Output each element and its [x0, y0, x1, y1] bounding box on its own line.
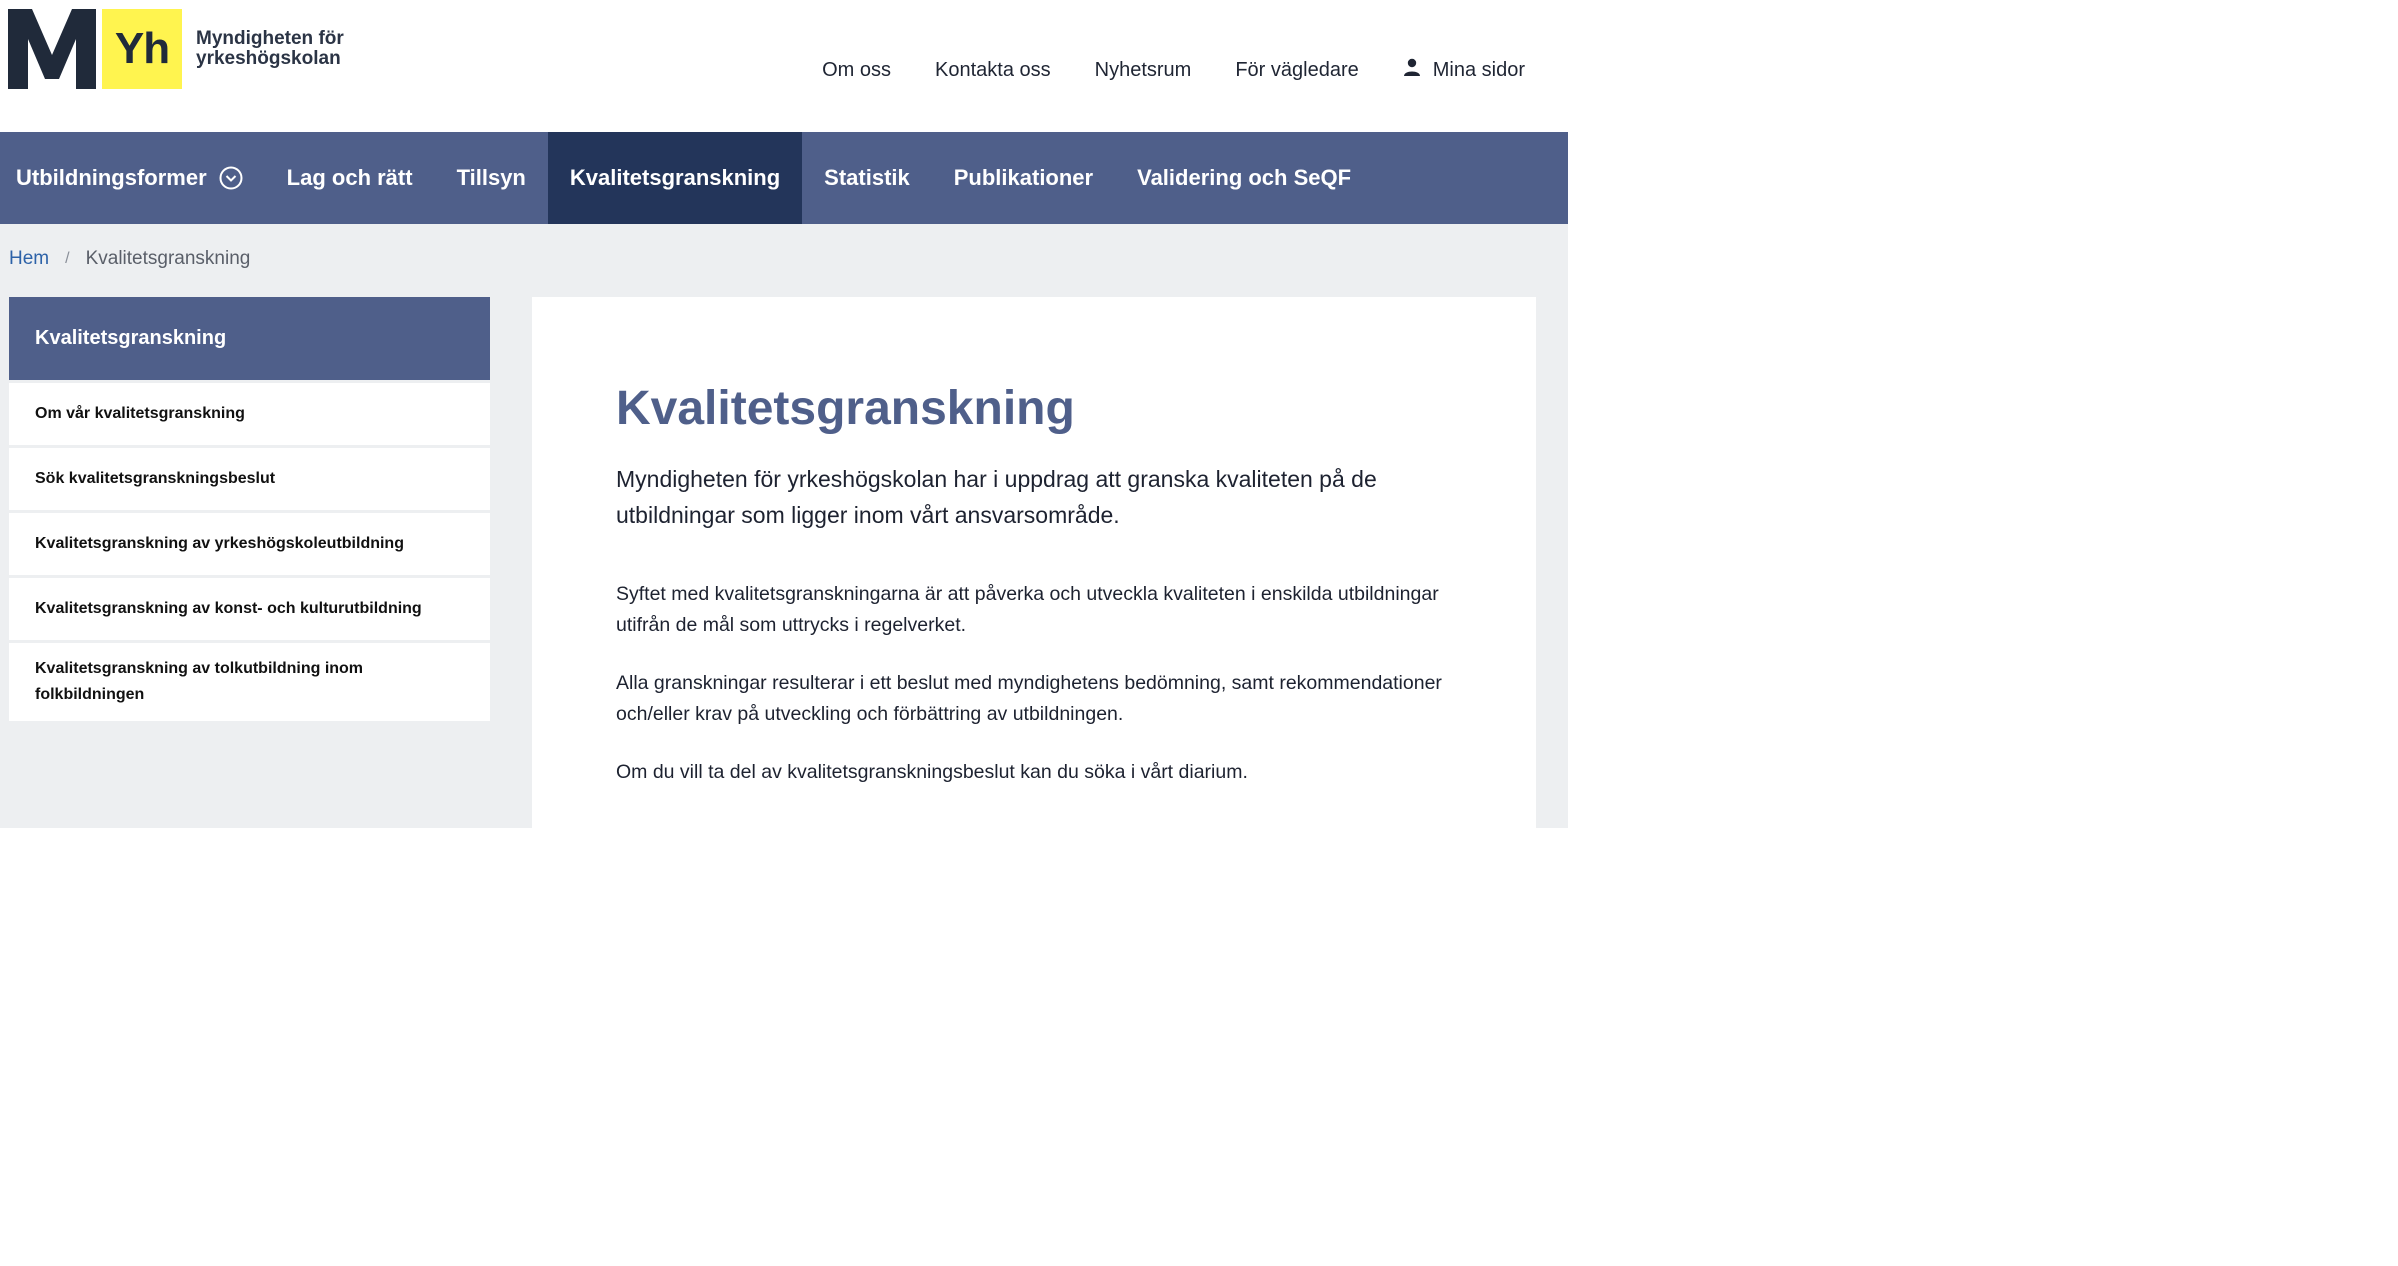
nav-publikationer[interactable]: Publikationer [953, 165, 1094, 190]
nav-lag-och-ratt[interactable]: Lag och rätt [286, 165, 413, 190]
sidebar-menu [9, 297, 490, 721]
utility-nav [822, 58, 1525, 82]
nav-utbildningsformer-label: Utbildningsformer [16, 165, 207, 190]
logo-m-shape [8, 9, 96, 89]
site-header [0, 0, 1568, 132]
logo-name-line1: Myndigheten för [196, 28, 344, 49]
util-nav-om-oss[interactable]: Om oss [822, 58, 891, 81]
sidebar-heading[interactable]: Kvalitetsgranskning [9, 297, 490, 380]
lead-paragraph: Myndigheten för yrkeshögskolan har i uppdrag att granska kvaliteten på de utbildningar som ligger inom vårt ansvarsområde. [616, 466, 1377, 528]
util-nav-kontakta-oss[interactable]: Kontakta oss [935, 58, 1051, 81]
util-nav-for-vagledare[interactable]: För vägledare [1235, 58, 1359, 81]
nav-kvalitetsgranskning[interactable]: Kvalitetsgranskning [548, 132, 802, 224]
nav-tillsyn[interactable]: Tillsyn [456, 165, 526, 190]
nav-utbildningsformer[interactable] [0, 132, 265, 224]
breadcrumb-separator: / [65, 250, 70, 267]
mina-sidor-label: Mina sidor [1432, 58, 1525, 81]
mina-sidor-link[interactable] [1403, 58, 1525, 82]
body-paragraph-3: Om du vill ta del av kvalitetsgranskningsbeslut kan du söka i vårt diarium. [616, 761, 1248, 783]
breadcrumb-current: Kvalitetsgranskning [85, 248, 251, 269]
nav-statistik[interactable]: Statistik [824, 165, 910, 190]
main-nav [0, 132, 1568, 224]
logo-yh-badge: Yh [102, 9, 182, 89]
logo-wordmark [196, 29, 344, 69]
breadcrumb [9, 248, 250, 270]
sidebar-item-sok-beslut[interactable]: Sök kvalitetsgranskningsbeslut [9, 448, 490, 510]
logo-name-line2: yrkeshögskolan [196, 48, 341, 69]
site-logo[interactable] [8, 9, 344, 89]
sidebar-item-tolkutbildning[interactable]: Kvalitetsgranskning av tolkutbildning inom folkbildningen [9, 643, 490, 721]
person-icon [1403, 58, 1421, 82]
body-paragraph-2: Alla granskningar resulterar i ett beslut med myndighetens bedömning, samt rekommendationer och/eller krav på utveckling och förbättring av utbildningen. [616, 672, 1442, 725]
sidebar-item-konst-och-kulturutbildning[interactable]: Kvalitetsgranskning av konst- och kulturutbildning [9, 578, 490, 640]
nav-validering-och-seqf[interactable]: Validering och SeQF [1137, 165, 1352, 190]
body-paragraph-1: Syftet med kvalitetsgranskningarna är att påverka och utveckla kvaliteten i enskilda utbildningar utifrån de mål som uttrycks i regelverket. [616, 583, 1439, 636]
content-card [532, 297, 1536, 837]
util-nav-nyhetsrum[interactable]: Nyhetsrum [1094, 58, 1192, 81]
breadcrumb-home-link[interactable]: Hem [9, 248, 50, 269]
sidebar-item-yrkeshogskoleutbildning[interactable]: Kvalitetsgranskning av yrkeshögskoleutbildning [9, 513, 490, 575]
page-title: Kvalitetsgranskning [616, 382, 1075, 435]
chevron-down-circle-icon[interactable] [219, 166, 243, 190]
logo-m-mark [8, 9, 96, 89]
page-body [0, 224, 1568, 828]
sidebar-item-om-var-kvalitetsgranskning[interactable]: Om vår kvalitetsgranskning [9, 383, 490, 445]
